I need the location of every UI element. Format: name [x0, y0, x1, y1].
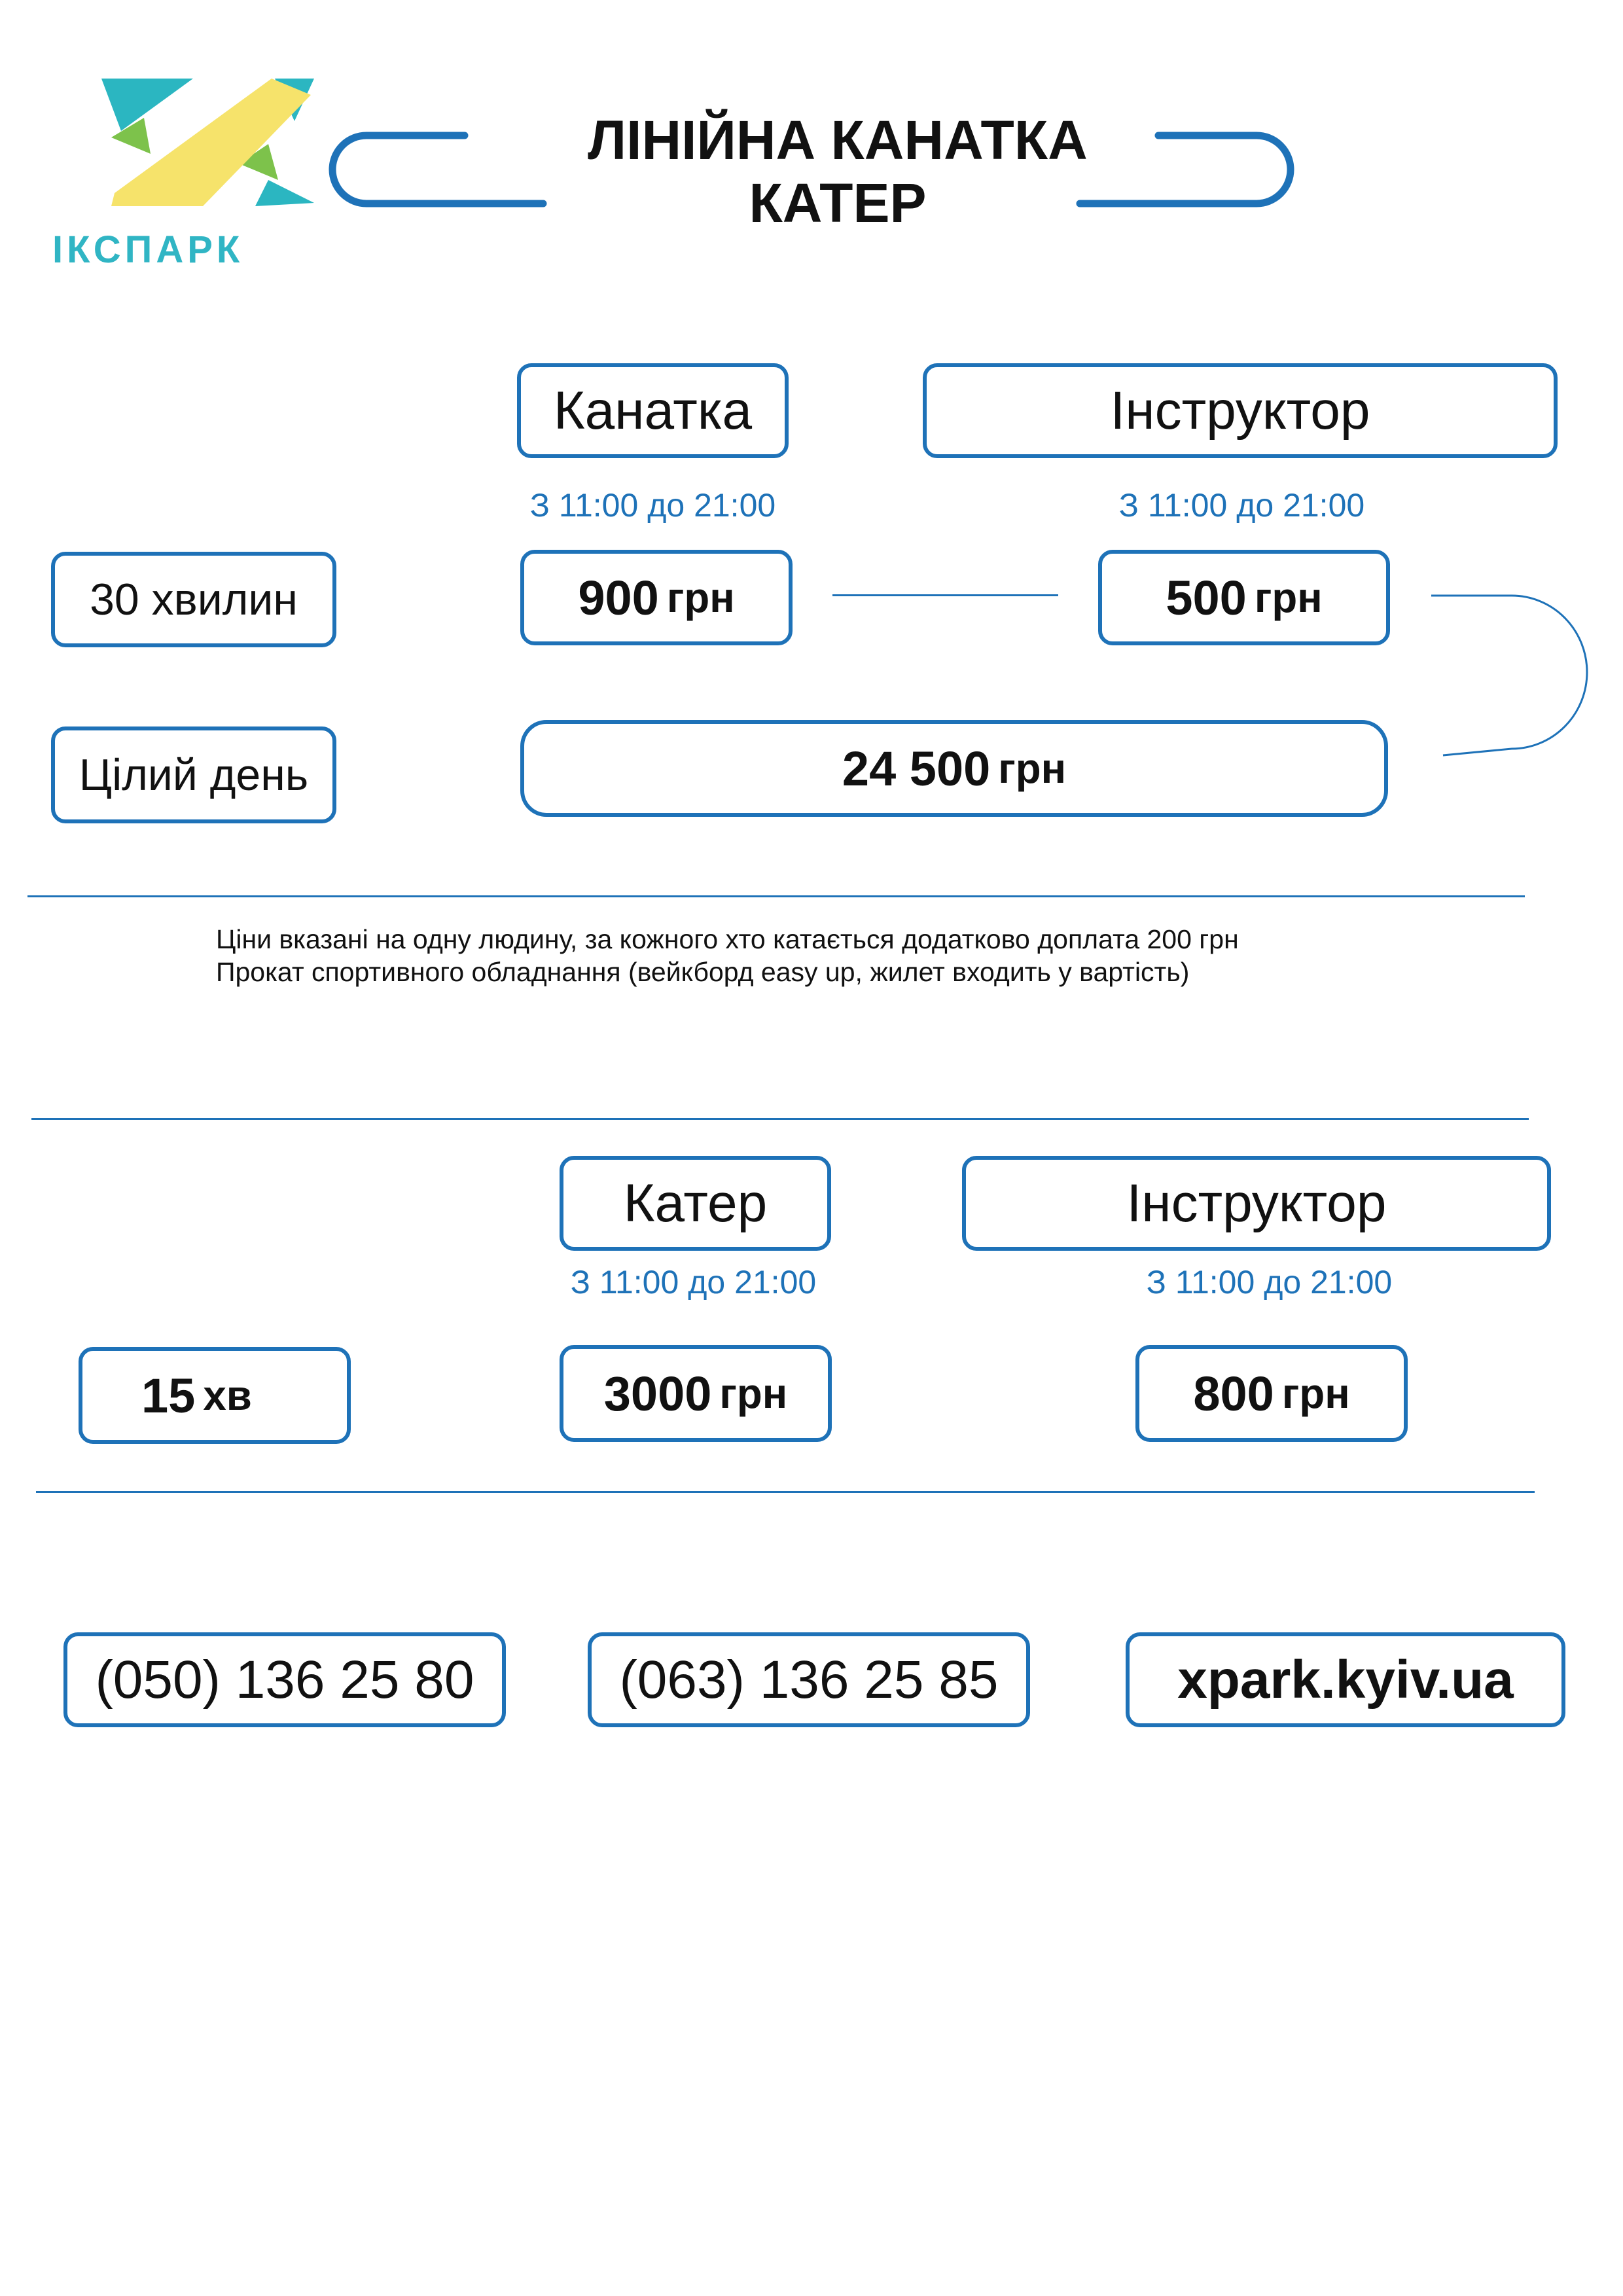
boat-15-min-price-currency: грн [719, 1370, 788, 1417]
cable-hours: З 11:00 до 21:00 [529, 487, 776, 524]
duration-30-min-text: 30 хвилин [90, 575, 298, 624]
cable-instructor-30-min-price-value: 500 [1166, 570, 1247, 625]
website-text: xpark.kyiv.ua [1177, 1649, 1514, 1710]
divider-2 [31, 1118, 1529, 1120]
cable-full-day-price-currency: грн [998, 745, 1067, 792]
phone-2-text: (063) 136 25 85 [619, 1649, 999, 1710]
page-title-line2: КАТЕР [749, 172, 927, 234]
full-day-label [51, 726, 336, 823]
instructor-bracket [1430, 589, 1594, 762]
boat-instructor-15-min-price-value: 800 [1193, 1366, 1274, 1421]
boat-15-min-price-value: 3000 [603, 1366, 712, 1421]
note-price-per-person: Ціни вказані на одну людину, за кожного хто катається додатково доплата 200 грн [216, 924, 1239, 954]
website-link[interactable] [1126, 1632, 1565, 1727]
boat-instructor-column-header-label: Інструктор [1126, 1173, 1387, 1233]
cable-30-min-price-currency: грн [666, 574, 735, 621]
phone-2-button[interactable] [588, 1632, 1030, 1727]
cable-30-min-price [520, 550, 793, 645]
cable-instructor-30-min-price [1098, 550, 1390, 645]
duration-15-min-value: 15 [141, 1368, 196, 1423]
cable-instructor-30-min-price-currency: грн [1254, 574, 1323, 621]
phone-1-text: (050) 136 25 80 [95, 1649, 474, 1710]
cable-column-header [517, 363, 789, 458]
logo [52, 65, 327, 281]
full-day-text: Цілий день [79, 750, 309, 800]
duration-15-min-label [79, 1347, 351, 1444]
boat-instructor-15-min-price-currency: грн [1281, 1370, 1350, 1417]
duration-15-min-unit: хв [203, 1372, 252, 1419]
logo-teal-bottom [255, 180, 314, 206]
boat-column-header-label: Катер [623, 1173, 768, 1233]
page-title-line1: ЛІНІЙНА КАНАТКА [588, 109, 1088, 171]
cable-instructor-hours: З 11:00 до 21:00 [1118, 487, 1365, 524]
cable-instructor-column-header [923, 363, 1558, 458]
boat-15-min-price [560, 1345, 832, 1442]
note-equipment-rental: Прокат спортивного обладнання (вейкборд easy up, жилет входить у вартість) [216, 957, 1190, 987]
cable-full-day-price [520, 720, 1388, 817]
price-connector-line [832, 594, 1058, 596]
divider-1 [27, 895, 1525, 897]
boat-instructor-hours: З 11:00 до 21:00 [1146, 1264, 1393, 1300]
boat-instructor-column-header [962, 1156, 1551, 1251]
logo-text: ІКСПАРК [52, 228, 244, 271]
cable-column-header-label: Канатка [553, 380, 753, 440]
cable-instructor-column-header-label: Інструктор [1110, 380, 1370, 440]
cable-30-min-price-value: 900 [578, 570, 659, 625]
boat-instructor-15-min-price [1135, 1345, 1408, 1442]
logo-mark-icon [52, 65, 327, 216]
logo-teal-top-left [101, 79, 193, 131]
boat-hours: З 11:00 до 21:00 [570, 1264, 817, 1300]
boat-column-header [560, 1156, 831, 1251]
divider-3 [36, 1491, 1535, 1493]
phone-1-button[interactable] [63, 1632, 506, 1727]
duration-30-min-label [51, 552, 336, 647]
cable-full-day-price-value: 24 500 [842, 741, 991, 796]
